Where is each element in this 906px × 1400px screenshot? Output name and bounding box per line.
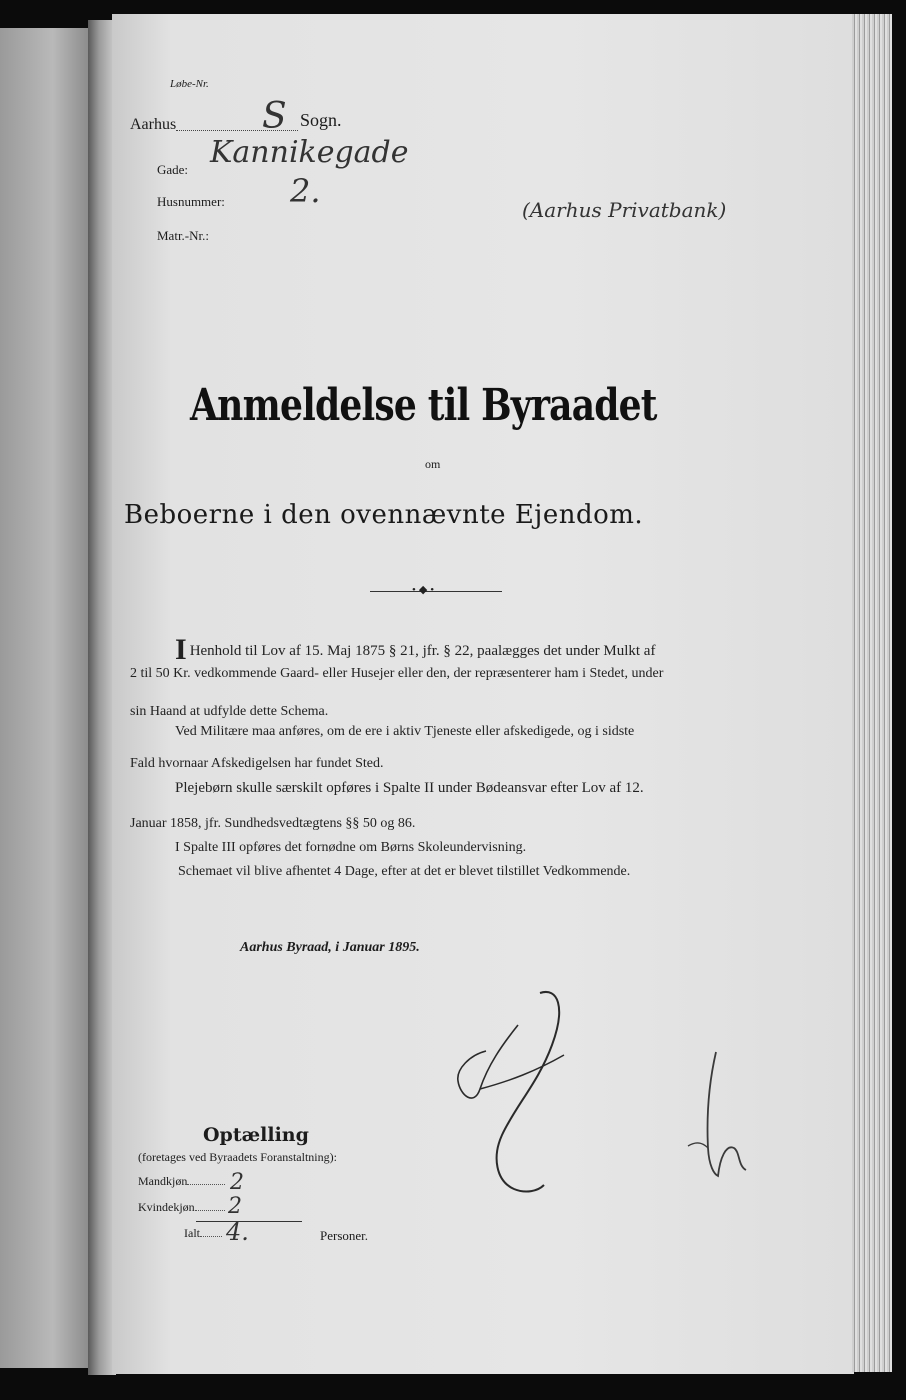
paragraph-2-line-1: Ved Militære maa anføres, om de ere i aktiv Tjeneste eller afskedigede, og i sidste <box>175 724 635 739</box>
margin-note: (Aarhus Privatbank) <box>522 198 727 222</box>
mandkjon-label: Mandkjøn <box>138 1174 188 1188</box>
left-facing-page <box>0 28 88 1368</box>
count-title: Optælling <box>203 1124 309 1146</box>
page-edges <box>852 14 892 1372</box>
sum-rule <box>196 1221 302 1222</box>
ialt-dots <box>200 1236 222 1237</box>
paragraph-5-line-1: Schemaet vil blive afhentet 4 Dage, efter at det er blevet tilstillet Vedkommende. <box>178 864 631 879</box>
kvindekjon-dots <box>195 1210 225 1211</box>
document-title: Anmeldelse til Byraadet <box>190 380 657 431</box>
husnummer-label: Husnummer: <box>157 194 225 209</box>
mandkjon-value: 2 <box>230 1170 244 1195</box>
paragraph-1-line-1 <box>175 633 656 666</box>
personer-label: Personer. <box>320 1228 369 1243</box>
husnummer-value: 2. <box>290 172 321 210</box>
paragraph-1-initial: I <box>175 633 187 666</box>
count-subtitle: (foretages ved Byraadets Foranstaltning): <box>138 1150 337 1164</box>
kvindekjon-label: Kvindekjøn <box>138 1200 195 1214</box>
ialt-value: 4. <box>226 1218 249 1246</box>
ialt-row <box>184 1226 222 1241</box>
paragraph-4-line-1: I Spalte III opføres det fornødne om Børns Skoleundervisning. <box>175 840 527 855</box>
signature-small <box>674 1048 764 1188</box>
ialt-label: Ialt <box>184 1226 200 1240</box>
sogn-label: Sogn. <box>300 110 342 130</box>
signature-large <box>440 985 590 1205</box>
gade-label: Gade: <box>157 162 189 177</box>
mandkjon-dots <box>187 1184 225 1185</box>
gade-value: Kannikegade <box>210 135 409 170</box>
mandkjon-row <box>138 1174 225 1189</box>
lobe-nr-label: Løbe-Nr. <box>170 78 209 90</box>
om-label: om <box>425 457 441 471</box>
paragraph-1-line-1-text: Henhold til Lov af 15. Maj 1875 § 21, jfr. § 22, paalægges det under Mulkt af <box>189 643 656 659</box>
paragraph-3-line-1: Plejebørn skulle særskilt opføres i Spalte II under Bødeansvar efter Lov af 12. <box>175 780 644 796</box>
signoff: Aarhus Byraad, i Januar 1895. <box>240 940 420 955</box>
ornament-dots: •◆• <box>412 584 438 596</box>
paragraph-1-line-2: 2 til 50 Kr. vedkommende Gaard- eller Husejer eller den, der repræsenterer ham i Stedet, under <box>130 666 664 681</box>
matr-nr-label: Matr.-Nr.: <box>157 228 209 243</box>
document-subtitle: Beboerne i den ovennævnte Ejendom. <box>124 500 644 530</box>
paragraph-2-line-2: Fald hvornaar Afskedigelsen har fundet Sted. <box>130 756 384 771</box>
kvindekjon-value: 2 <box>228 1194 242 1219</box>
paragraph-1-line-3: sin Haand at udfylde dette Schema. <box>130 704 329 719</box>
city-label: Aarhus <box>130 116 177 133</box>
paragraph-3-line-2: Januar 1858, jfr. Sundhedsvedtægtens §§ 50 og 86. <box>130 816 416 831</box>
kvindekjon-row <box>138 1200 225 1215</box>
sogn-handwriting-mark: S <box>262 96 287 137</box>
